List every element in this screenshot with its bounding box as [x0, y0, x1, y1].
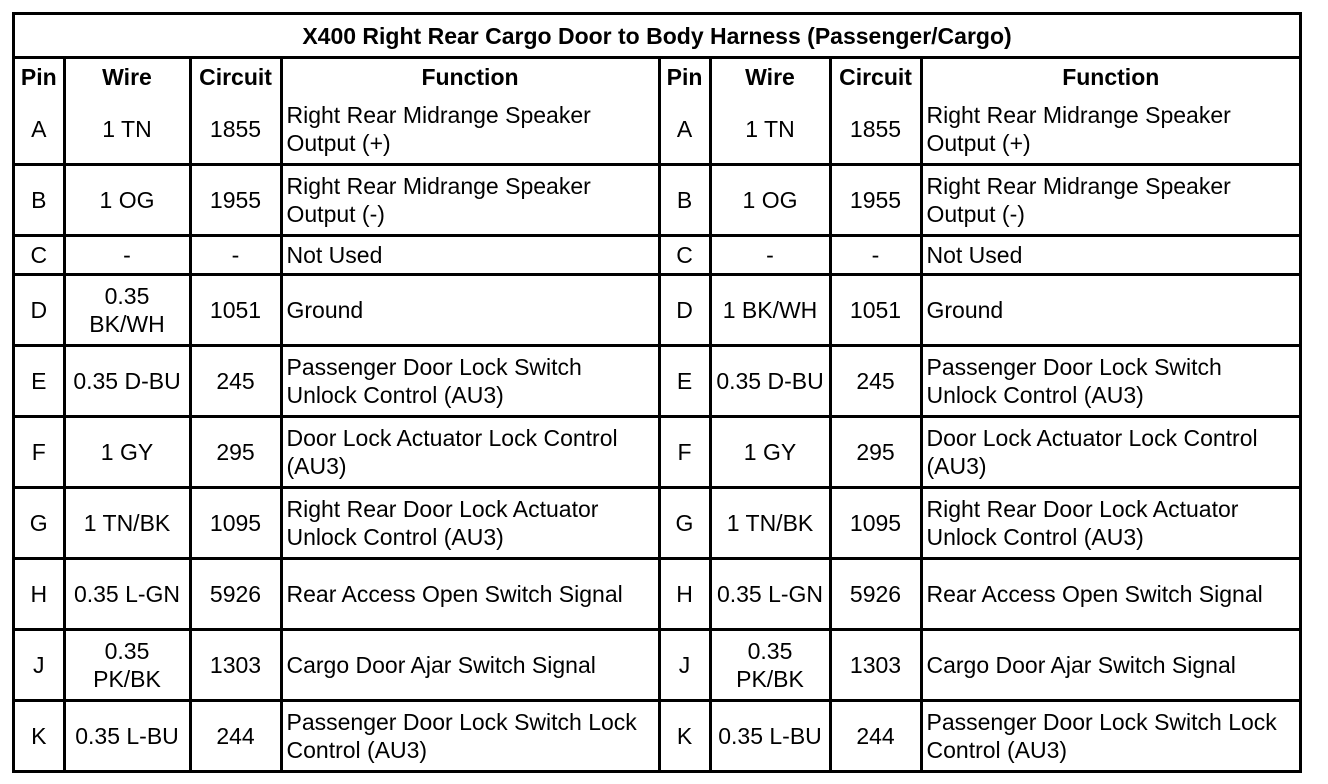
column-header-function: Function: [921, 58, 1299, 96]
function-cell: Passenger Door Lock Switch Unlock Control (AU3): [921, 346, 1299, 417]
pin-cell: A: [659, 95, 710, 164]
column-header-wire: Wire: [64, 58, 190, 96]
pin-cell: H: [15, 559, 64, 630]
table-row: [15, 235, 1299, 274]
function-cell: Ground: [921, 275, 1299, 346]
pin-cell: G: [659, 488, 710, 559]
circuit-cell: 5926: [830, 559, 921, 630]
circuit-cell: 1303: [830, 630, 921, 701]
connector-table-frame: [12, 12, 1302, 773]
function-cell: Not Used: [281, 235, 659, 274]
function-cell: Right Rear Door Lock Actuator Unlock Control (AU3): [281, 488, 659, 559]
column-header-pin: Pin: [659, 58, 710, 96]
function-cell: Right Rear Door Lock Actuator Unlock Control (AU3): [921, 488, 1299, 559]
circuit-cell: 1051: [830, 275, 921, 346]
column-header-wire: Wire: [710, 58, 830, 96]
wire-cell: 0.35 D-BU: [710, 346, 830, 417]
function-cell: Passenger Door Lock Switch Unlock Control (AU3): [281, 346, 659, 417]
table-row: [15, 488, 1299, 559]
function-cell: Passenger Door Lock Switch Lock Control (AU3): [921, 701, 1299, 771]
pin-cell: F: [659, 417, 710, 488]
pin-cell: E: [659, 346, 710, 417]
circuit-cell: 1855: [190, 95, 281, 164]
circuit-cell: 1095: [830, 488, 921, 559]
wire-cell: 0.35 L-BU: [710, 701, 830, 771]
pin-cell: C: [659, 235, 710, 274]
connector-pinout-table: [15, 15, 1299, 770]
table-row: [15, 559, 1299, 630]
table-row: [15, 417, 1299, 488]
function-cell: Rear Access Open Switch Signal: [921, 559, 1299, 630]
wire-cell: 0.35 PK/BK: [710, 630, 830, 701]
wire-cell: 1 TN/BK: [710, 488, 830, 559]
function-cell: Door Lock Actuator Lock Control (AU3): [281, 417, 659, 488]
function-cell: Right Rear Midrange Speaker Output (-): [921, 164, 1299, 235]
function-cell: Right Rear Midrange Speaker Output (+): [281, 95, 659, 164]
column-header-circuit: Circuit: [830, 58, 921, 96]
table-title: X400 Right Rear Cargo Door to Body Harness (Passenger/Cargo): [15, 15, 1299, 58]
wire-cell: 0.35 D-BU: [64, 346, 190, 417]
pin-cell: D: [659, 275, 710, 346]
pin-cell: B: [15, 164, 64, 235]
function-cell: Passenger Door Lock Switch Lock Control (AU3): [281, 701, 659, 771]
column-header-row: [15, 58, 1299, 96]
table-row: [15, 701, 1299, 771]
function-cell: Door Lock Actuator Lock Control (AU3): [921, 417, 1299, 488]
pin-cell: K: [15, 701, 64, 771]
pin-cell: B: [659, 164, 710, 235]
table-row: [15, 275, 1299, 346]
circuit-cell: 5926: [190, 559, 281, 630]
wire-cell: 0.35 L-BU: [64, 701, 190, 771]
circuit-cell: 295: [190, 417, 281, 488]
column-header-function: Function: [281, 58, 659, 96]
function-cell: Right Rear Midrange Speaker Output (+): [921, 95, 1299, 164]
wire-cell: 0.35 L-GN: [64, 559, 190, 630]
pin-cell: F: [15, 417, 64, 488]
wire-cell: 0.35 BK/WH: [64, 275, 190, 346]
column-header-circuit: Circuit: [190, 58, 281, 96]
pin-cell: E: [15, 346, 64, 417]
pin-cell: J: [659, 630, 710, 701]
table-row: [15, 95, 1299, 164]
pin-cell: H: [659, 559, 710, 630]
circuit-cell: 295: [830, 417, 921, 488]
pin-cell: C: [15, 235, 64, 274]
wire-cell: 1 OG: [64, 164, 190, 235]
circuit-cell: 244: [830, 701, 921, 771]
circuit-cell: 245: [190, 346, 281, 417]
function-cell: Cargo Door Ajar Switch Signal: [281, 630, 659, 701]
circuit-cell: 244: [190, 701, 281, 771]
pin-cell: J: [15, 630, 64, 701]
function-cell: Rear Access Open Switch Signal: [281, 559, 659, 630]
wire-cell: -: [64, 235, 190, 274]
circuit-cell: 1051: [190, 275, 281, 346]
pin-cell: K: [659, 701, 710, 771]
column-header-pin: Pin: [15, 58, 64, 96]
wire-cell: 0.35 L-GN: [710, 559, 830, 630]
circuit-cell: -: [830, 235, 921, 274]
circuit-cell: 245: [830, 346, 921, 417]
circuit-cell: 1095: [190, 488, 281, 559]
circuit-cell: 1855: [830, 95, 921, 164]
wire-cell: -: [710, 235, 830, 274]
function-cell: Right Rear Midrange Speaker Output (-): [281, 164, 659, 235]
table-row: [15, 346, 1299, 417]
table-row: [15, 630, 1299, 701]
table-row: [15, 164, 1299, 235]
wire-cell: 1 TN: [64, 95, 190, 164]
wire-cell: 1 OG: [710, 164, 830, 235]
function-cell: Cargo Door Ajar Switch Signal: [921, 630, 1299, 701]
wire-cell: 1 BK/WH: [710, 275, 830, 346]
pin-cell: G: [15, 488, 64, 559]
function-cell: Not Used: [921, 235, 1299, 274]
circuit-cell: 1955: [190, 164, 281, 235]
pin-cell: D: [15, 275, 64, 346]
circuit-cell: 1955: [830, 164, 921, 235]
wire-cell: 1 TN: [710, 95, 830, 164]
wire-cell: 0.35 PK/BK: [64, 630, 190, 701]
wire-cell: 1 GY: [64, 417, 190, 488]
circuit-cell: -: [190, 235, 281, 274]
circuit-cell: 1303: [190, 630, 281, 701]
pin-cell: A: [15, 95, 64, 164]
wire-cell: 1 TN/BK: [64, 488, 190, 559]
function-cell: Ground: [281, 275, 659, 346]
wire-cell: 1 GY: [710, 417, 830, 488]
